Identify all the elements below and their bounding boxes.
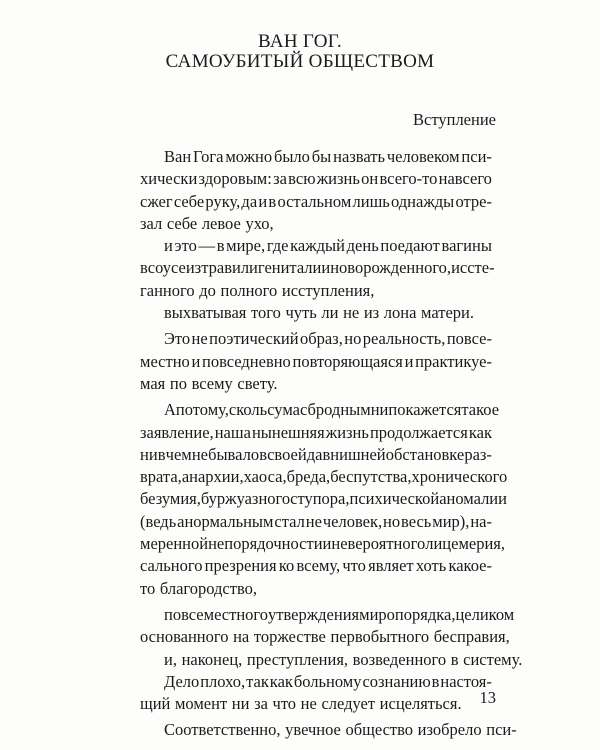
word: какое- bbox=[448, 556, 492, 576]
word: вагины bbox=[441, 236, 492, 256]
word: левое bbox=[201, 213, 241, 233]
word: сколь bbox=[228, 400, 268, 420]
word: своей bbox=[267, 444, 307, 464]
word: ли bbox=[321, 303, 339, 323]
word: на bbox=[233, 627, 250, 647]
word: жизнь bbox=[325, 422, 369, 442]
word: наконец, bbox=[181, 649, 243, 669]
word: следует bbox=[321, 694, 376, 714]
word: в bbox=[268, 191, 277, 211]
word: ни bbox=[370, 400, 389, 420]
text-line bbox=[140, 399, 500, 421]
word: плохо, bbox=[200, 671, 246, 691]
word: анормальным bbox=[177, 511, 274, 531]
word: в bbox=[216, 236, 225, 256]
word: было bbox=[273, 147, 310, 166]
word: Это bbox=[164, 329, 191, 349]
word: преступления, bbox=[246, 649, 349, 669]
word: это bbox=[174, 236, 197, 256]
word: того bbox=[251, 303, 281, 323]
word: раз- bbox=[464, 444, 492, 464]
word: повсеместного bbox=[164, 604, 269, 624]
word: лишь bbox=[352, 191, 390, 211]
word: — bbox=[198, 236, 216, 256]
word: мая bbox=[140, 373, 166, 393]
text-line bbox=[140, 578, 492, 600]
word: иссте- bbox=[451, 258, 495, 278]
word: ганного bbox=[140, 280, 195, 300]
word: невероятного bbox=[331, 534, 426, 554]
word: до bbox=[199, 280, 216, 300]
word: в bbox=[450, 649, 459, 669]
word: (ведь bbox=[140, 511, 177, 531]
word: как bbox=[269, 671, 293, 691]
word: лона bbox=[383, 303, 417, 323]
text-line bbox=[140, 693, 492, 715]
word: новорожденного, bbox=[330, 258, 452, 278]
word: Дело bbox=[164, 671, 200, 691]
word: повторяющаяся bbox=[292, 351, 403, 371]
word: щий bbox=[140, 694, 171, 714]
word: являет bbox=[368, 556, 414, 576]
word: сознанию bbox=[362, 671, 431, 691]
word: и bbox=[191, 351, 201, 371]
word: благородство, bbox=[159, 578, 258, 598]
section-title: Вступление bbox=[413, 110, 496, 129]
word: всего-то bbox=[379, 169, 438, 189]
word: наша bbox=[214, 422, 251, 442]
text-line bbox=[140, 626, 510, 648]
word: практикуе- bbox=[415, 351, 492, 371]
word: основанного bbox=[140, 627, 229, 647]
text-line bbox=[140, 213, 492, 235]
word: как bbox=[468, 422, 492, 442]
text-line bbox=[140, 351, 492, 373]
text-line bbox=[140, 444, 492, 466]
text-line bbox=[140, 671, 492, 693]
word: торжестве bbox=[253, 627, 326, 647]
word: соусе bbox=[147, 258, 186, 278]
word: не bbox=[191, 444, 208, 464]
word: местно bbox=[140, 351, 190, 371]
word: на- bbox=[470, 511, 492, 531]
word: давнишней bbox=[306, 444, 386, 464]
text-line bbox=[140, 302, 492, 324]
word: поедают bbox=[380, 236, 440, 256]
word: психической bbox=[349, 489, 440, 509]
text-line bbox=[140, 146, 492, 168]
word: здоровым: bbox=[198, 169, 272, 189]
word: так bbox=[246, 671, 269, 691]
word: бреда, bbox=[286, 467, 331, 487]
word: хически bbox=[140, 169, 198, 189]
word: по bbox=[169, 373, 187, 393]
word: хоть bbox=[415, 556, 447, 576]
text-line bbox=[140, 191, 492, 213]
word: не bbox=[343, 303, 360, 323]
word: и bbox=[404, 351, 414, 371]
text-line bbox=[140, 649, 523, 671]
word: и bbox=[322, 534, 332, 554]
word: однажды bbox=[391, 191, 455, 211]
word: остальном bbox=[277, 191, 352, 211]
word: трав bbox=[201, 258, 232, 278]
word: сального bbox=[140, 556, 203, 576]
word: человек, bbox=[322, 511, 383, 531]
word: в bbox=[259, 444, 267, 464]
word: ступора, bbox=[290, 489, 350, 509]
word: систему. bbox=[463, 649, 523, 669]
word: настоя- bbox=[440, 671, 492, 691]
word: продолжается bbox=[369, 422, 468, 442]
word: и bbox=[258, 191, 268, 211]
word: выхватывая bbox=[164, 303, 247, 323]
text-line bbox=[140, 422, 492, 444]
word: целиком bbox=[455, 604, 515, 624]
body-text bbox=[140, 146, 523, 742]
word: покажется bbox=[388, 400, 462, 420]
word: навсего bbox=[438, 169, 492, 189]
word: врата, bbox=[140, 467, 182, 487]
word: бывало bbox=[208, 444, 260, 464]
word: первобытного bbox=[330, 627, 430, 647]
text-line bbox=[140, 533, 506, 555]
word: А bbox=[164, 400, 176, 420]
word: весь bbox=[401, 511, 432, 531]
word: где bbox=[266, 236, 289, 256]
text-line bbox=[140, 488, 507, 510]
word: обстановке bbox=[385, 444, 465, 464]
word: бесправия, bbox=[433, 627, 510, 647]
word: сжег bbox=[140, 191, 173, 211]
word: сумасбродным bbox=[267, 400, 371, 420]
word: такое bbox=[461, 400, 500, 420]
word: в bbox=[431, 671, 440, 691]
word: повсе- bbox=[446, 329, 492, 349]
word: всю bbox=[288, 169, 316, 189]
word: не bbox=[300, 694, 317, 714]
text-line bbox=[140, 280, 492, 302]
word: но bbox=[344, 329, 362, 349]
text-line bbox=[140, 719, 517, 741]
word: ни bbox=[140, 444, 158, 464]
word: безумия, bbox=[140, 489, 201, 509]
word: образ, bbox=[299, 329, 343, 349]
word: матери. bbox=[421, 303, 475, 323]
word: всему, bbox=[296, 556, 341, 576]
word: непорядочности bbox=[208, 534, 323, 554]
word: жизнь bbox=[316, 169, 360, 189]
word: отре- bbox=[455, 191, 492, 211]
word: чем bbox=[165, 444, 192, 464]
word: ко bbox=[278, 556, 295, 576]
word: свету. bbox=[237, 373, 278, 393]
word: день bbox=[346, 236, 379, 256]
word: Ван bbox=[164, 147, 192, 166]
chapter-title-line-1: ВАН ГОГ. bbox=[258, 31, 342, 52]
text-line bbox=[140, 373, 492, 395]
word: Соответственно, bbox=[164, 720, 281, 740]
word: хронического bbox=[411, 467, 508, 487]
word: возведенного bbox=[352, 649, 447, 669]
word: каждый bbox=[290, 236, 345, 256]
word: бы bbox=[311, 147, 332, 166]
word: в bbox=[157, 444, 166, 464]
chapter-title-line-2: САМОУБИТЫЙ ОБЩЕСТВОМ bbox=[165, 51, 435, 72]
word: себе bbox=[173, 191, 205, 211]
word: или bbox=[231, 258, 258, 278]
word: он bbox=[361, 169, 379, 189]
word: можно bbox=[225, 147, 273, 166]
page-number: 13 bbox=[479, 688, 496, 707]
word: анархии, bbox=[181, 467, 244, 487]
word: беспутства, bbox=[330, 467, 412, 487]
word: то bbox=[140, 578, 156, 598]
word: общество bbox=[345, 720, 414, 740]
word: пси- bbox=[486, 720, 517, 740]
text-line bbox=[140, 511, 492, 533]
word: увечное bbox=[285, 720, 341, 740]
word: и, bbox=[164, 649, 177, 669]
word: зал bbox=[140, 213, 163, 233]
word: руку, bbox=[205, 191, 241, 211]
word: мир), bbox=[432, 511, 470, 531]
text-line bbox=[140, 328, 492, 350]
word: утверждения bbox=[268, 604, 360, 624]
word: но bbox=[383, 511, 401, 531]
word: Гога bbox=[193, 147, 224, 166]
word: человеком bbox=[386, 147, 460, 166]
word: изобрело bbox=[417, 720, 482, 740]
word: аномалии bbox=[439, 489, 507, 509]
word: что bbox=[272, 694, 297, 714]
word: нынешняя bbox=[251, 422, 325, 442]
word: исступления, bbox=[281, 280, 375, 300]
word: из bbox=[363, 303, 380, 323]
text-line bbox=[140, 604, 515, 626]
word: и bbox=[164, 236, 173, 256]
word: миропорядка, bbox=[359, 604, 456, 624]
text-line bbox=[140, 555, 492, 577]
word: больному bbox=[293, 671, 362, 691]
text-line bbox=[140, 168, 492, 190]
word: меренной bbox=[140, 534, 209, 554]
word: не bbox=[191, 329, 208, 349]
word: за bbox=[273, 169, 287, 189]
word: потому, bbox=[175, 400, 229, 420]
word: презрения bbox=[204, 556, 277, 576]
word: чуть bbox=[285, 303, 317, 323]
word: назвать bbox=[333, 147, 386, 166]
word: лицемерия, bbox=[425, 534, 506, 554]
word: из bbox=[185, 258, 202, 278]
word: в bbox=[140, 258, 148, 278]
word: за bbox=[254, 694, 268, 714]
word: пси- bbox=[461, 147, 492, 166]
text-line bbox=[140, 466, 508, 488]
text-line bbox=[140, 257, 495, 279]
word: ухо, bbox=[245, 213, 274, 233]
word: себе bbox=[166, 213, 198, 233]
word: гениталии bbox=[257, 258, 331, 278]
word: заявление, bbox=[140, 422, 214, 442]
word: повседневно bbox=[201, 351, 291, 371]
word: всему bbox=[191, 373, 233, 393]
text-line bbox=[140, 235, 492, 257]
word: хаоса, bbox=[243, 467, 287, 487]
word: реальность, bbox=[362, 329, 446, 349]
word: исцеляться. bbox=[379, 694, 462, 714]
word: не bbox=[305, 511, 322, 531]
word: буржуазного bbox=[200, 489, 291, 509]
word: что bbox=[342, 556, 366, 576]
word: ни bbox=[231, 694, 250, 714]
word: полного bbox=[220, 280, 278, 300]
word: стал bbox=[274, 511, 305, 531]
word: да bbox=[241, 191, 258, 211]
word: поэтический bbox=[209, 329, 299, 349]
word: мире, bbox=[226, 236, 266, 256]
word: момент bbox=[174, 694, 228, 714]
